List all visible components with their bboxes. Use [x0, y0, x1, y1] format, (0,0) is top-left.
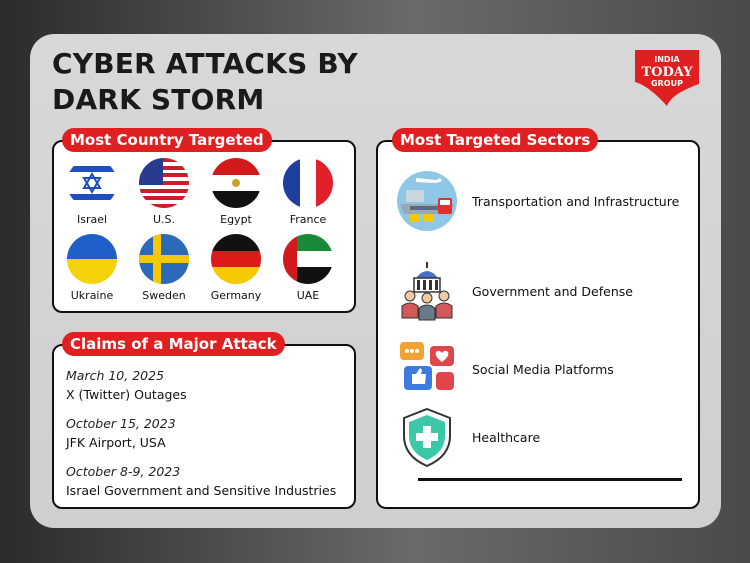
sector-transport: Transportation and Infrastructure — [396, 170, 679, 232]
us-flag-icon — [139, 158, 189, 208]
claim-date: October 8-9, 2023 — [66, 464, 181, 479]
government-icon — [396, 260, 458, 322]
healthcare-icon — [396, 406, 458, 468]
claim-event: Israel Government and Sensitive Industries — [66, 483, 337, 498]
countries-heading: Most Country Targeted — [62, 128, 272, 152]
svg-text:GROUP: GROUP — [651, 79, 683, 88]
sector-social-media: Social Media Platforms — [396, 338, 614, 400]
country-france: France — [278, 158, 338, 226]
claim-event: X (Twitter) Outages — [66, 387, 187, 402]
infographic-card — [30, 34, 721, 528]
country-israel: Israel — [62, 158, 122, 226]
claims-panel — [52, 344, 356, 509]
india-today-logo — [631, 46, 703, 108]
germany-flag-icon — [211, 234, 261, 284]
page-title: CYBER ATTACKS BY DARK STORM — [52, 47, 358, 116]
sectors-panel — [376, 140, 700, 509]
svg-text:INDIA: INDIA — [654, 55, 680, 64]
uae-flag-icon — [283, 234, 333, 284]
country-egypt: Egypt — [206, 158, 266, 226]
sector-government: Government and Defense — [396, 260, 633, 322]
ukraine-flag-icon — [67, 234, 117, 284]
country-ukraine: Ukraine — [62, 234, 122, 302]
sectors-heading: Most Targeted Sectors — [392, 128, 598, 152]
svg-text:TODAY: TODAY — [641, 65, 693, 80]
sweden-flag-icon — [139, 234, 189, 284]
countries-panel — [52, 140, 356, 313]
sector-healthcare: Healthcare — [396, 406, 540, 468]
transport-icon — [396, 170, 458, 232]
country-uae: UAE — [278, 234, 338, 302]
divider — [418, 478, 682, 481]
country-us: U.S. — [134, 158, 194, 226]
claims-heading: Claims of a Major Attack — [62, 332, 285, 356]
claim-event: JFK Airport, USA — [66, 435, 166, 450]
social-media-icon — [396, 338, 458, 400]
claim-date: October 15, 2023 — [66, 416, 176, 431]
france-flag-icon — [283, 158, 333, 208]
egypt-flag-icon — [211, 158, 261, 208]
israel-flag-icon — [67, 158, 117, 208]
country-sweden: Sweden — [134, 234, 194, 302]
claim-date: March 10, 2025 — [66, 368, 165, 383]
country-germany: Germany — [206, 234, 266, 302]
